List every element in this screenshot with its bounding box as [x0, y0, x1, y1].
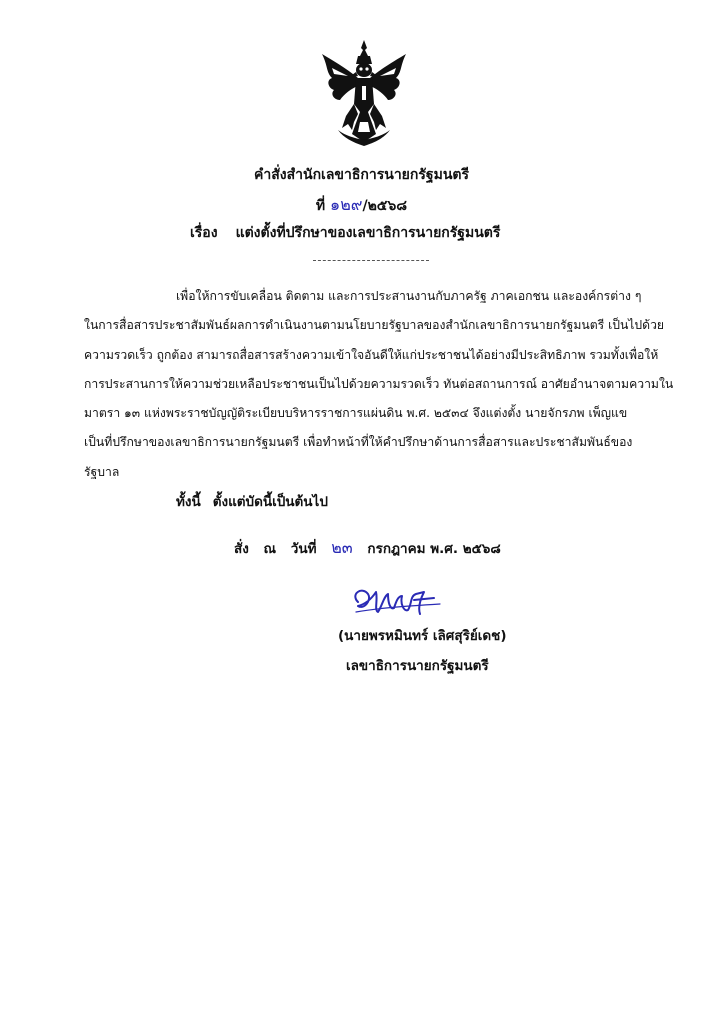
date-label-order: สั่ง [234, 541, 249, 557]
order-date [234, 536, 511, 561]
effective-clause [176, 490, 328, 512]
date-month-year: กรกฎาคม พ.ศ. ๒๕๖๘ [367, 541, 501, 557]
body-line: ในการสื่อสารประชาสัมพันธ์ผลการดำเนินงานตามนโยบายรัฐบาลของสำนักเลขาธิการนายกรัฐมนตรี เป็นไปด้วย [84, 318, 665, 333]
divider [313, 260, 429, 261]
subject-label: เรื่อง [190, 225, 218, 241]
subject-line [190, 222, 500, 244]
body-line: การประสานการให้ความช่วยเหลือประชาชนเป็นไปด้วยความรวดเร็ว ทันต่อสถานการณ์ อาศัยอำนาจตามความใน [84, 376, 674, 391]
date-label-at: ณ [263, 541, 277, 557]
body-line: รัฐบาล [84, 464, 120, 479]
effective-label: ทั้งนี้ [176, 494, 201, 510]
garuda-emblem-icon [318, 38, 410, 148]
signatory-position: เลขาธิการนายกรัฐมนตรี [346, 658, 489, 674]
effective-text: ตั้งแต่บัดนี้เป็นต้นไป [212, 494, 328, 510]
number-suffix: /๒๕๖๘ [362, 198, 408, 214]
body-line: ความรวดเร็ว ถูกต้อง สามารถสื่อสารสร้างความเข้าใจอันดีให้แก่ประชาชนได้อย่างมีประสิทธิภาพ รวมทั้งเพื่อให้ [84, 347, 659, 362]
body-line: มาตรา ๑๓ แห่งพระราชบัญญัติระเบียบบริหารราชการแผ่นดิน พ.ศ. ๒๕๓๔ จึงแต่งตั้ง นายจักรภพ เพ็ญแข [84, 406, 628, 421]
handwritten-day: ๒๓ [331, 538, 353, 557]
body-line: เพื่อให้การขับเคลื่อน ติดตาม และการประสานงานกับภาครัฐ ภาคเอกชน และองค์กรต่าง ๆ [176, 289, 642, 303]
order-title: คำสั่งสำนักเลขาธิการนายกรัฐมนตรี [253, 167, 470, 183]
date-label-day: วันที่ [290, 541, 317, 557]
subject-text: แต่งตั้งที่ปรึกษาของเลขาธิการนายกรัฐมนตรี [235, 225, 501, 241]
signatory-name: (นายพรหมินทร์ เลิศสุริย์เดช) [338, 628, 507, 644]
order-number [0, 193, 723, 218]
number-prefix: ที่ [315, 198, 326, 214]
body-line: เป็นที่ปรึกษาของเลขาธิการนายกรัฐมนตรี เพื่อทำหน้าที่ให้คำปรึกษาด้านการสื่อสารและประชาสัมพันธ์ของ [84, 435, 633, 450]
handwritten-number: ๑๒๙ [330, 195, 363, 214]
handwritten-signature [348, 580, 444, 620]
order-body [84, 282, 674, 487]
